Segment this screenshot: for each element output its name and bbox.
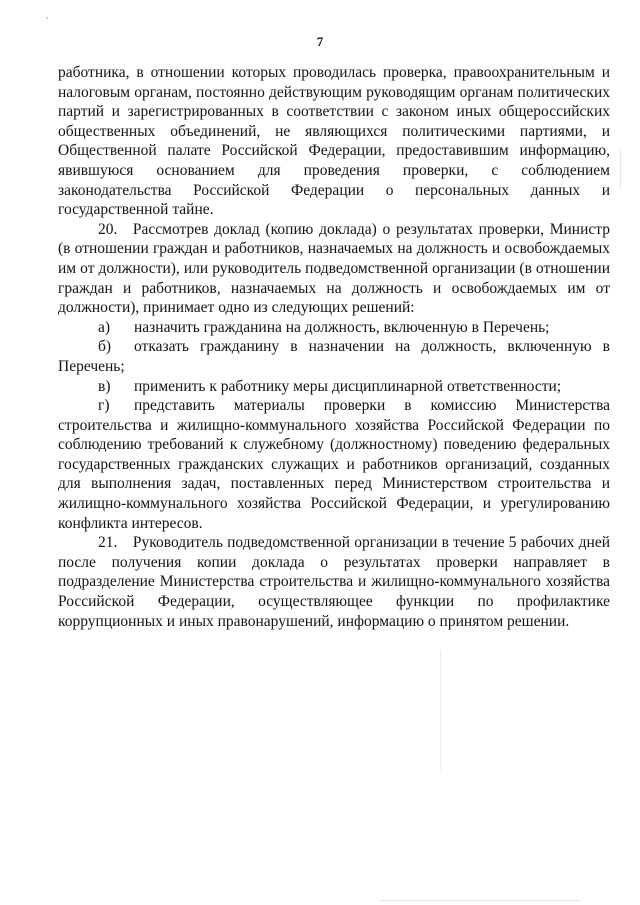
- list-marker: а): [98, 318, 111, 336]
- list-item-v: [58, 377, 610, 397]
- document-body: [58, 63, 610, 631]
- list-item-b: [58, 337, 610, 376]
- list-item-text: представить материалы проверки в комиссию Министерства строительства и жилищно-коммунального хозяйства Российской Федерации по соблюдению требований к служебному (должностному) поведению федеральных государственных гражданских служащих и работников организаций, созданных для выполнения задач, поставленных перед Министерством строительства и жилищно-коммунального хозяйства Российской Федерации, и урегулированию конфликта интересов.: [58, 397, 610, 532]
- paragraph-21: 21. Руководитель подведомственной организации в течение 5 рабочих дней после получения копии доклада о результатах проверки направляет в подразделение Министерства строительства и жилищно-коммунального хозяйства Российской Федерации, осуществляющее функции по профилактике коррупционных и иных правонарушений, информацию о принятом решении.: [58, 534, 610, 630]
- list-item-text: отказать гражданину в назначении на должность, включенную в Перечень;: [58, 338, 610, 375]
- scan-artifact: [440, 650, 441, 770]
- paragraph-continuation: работника, в отношении которых проводилась проверка, правоохранительным и налоговым органам, постоянно действующим руководящим органам политических партий и зарегистрированных в соответствии с законом иных общероссийских общественных объединений, не являющихся политическими партиями, и Общественной палате Российской Федерации, предоставившим информацию, явившуюся основанием для проведения проверки, с соблюдением законодательства Российской Федерации о персональных данных и государственной тайне.: [58, 64, 610, 219]
- paragraph-20: 20. Рассмотрев доклад (копию доклада) о результатах проверки, Министр (в отношении граждан и работников, назначаемых на должность и освобождаемых им от должности), или руководитель подведомственной организации (в отношении граждан и работников, назначаемых на должность и освобождаемых им от должности), принимает одно из следующих решений:: [58, 220, 610, 317]
- scan-artifact: [620, 150, 621, 190]
- list-item-text: назначить гражданина на должность, включенную в Перечень;: [134, 318, 550, 336]
- list-marker: в): [98, 377, 111, 395]
- list-item-a: [58, 318, 610, 338]
- list-item-text: применить к работнику меры дисциплинарной ответственности;: [134, 377, 562, 395]
- page-number: 7: [316, 34, 324, 49]
- list-marker: г): [98, 397, 110, 415]
- scan-artifact: [46, 17, 48, 19]
- list-item-g: [58, 396, 610, 533]
- scan-artifact: [380, 900, 580, 901]
- list-marker: б): [98, 338, 112, 356]
